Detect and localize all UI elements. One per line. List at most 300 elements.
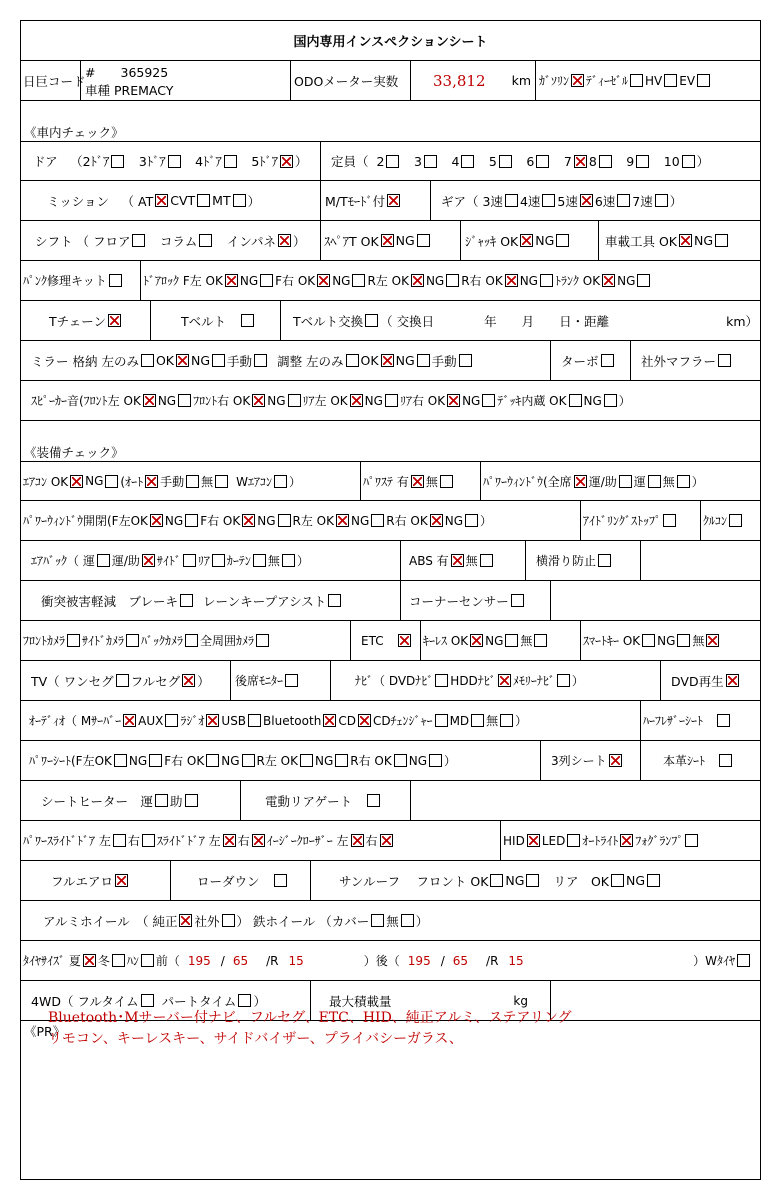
keyless-ok-label: ｷｰﾚｽ OK — [423, 634, 469, 648]
keyless-cell — [421, 621, 581, 660]
seatheater-driver-checkbox[interactable] — [155, 794, 168, 807]
mirror-adjust-ng-label: NG — [395, 353, 415, 368]
tire-rear-label: ）後（ — [363, 954, 400, 968]
cap-2-checkbox[interactable] — [386, 155, 399, 168]
fuel-gasoline-checkbox[interactable] — [571, 74, 584, 87]
pslide-right-checkbox[interactable] — [142, 834, 155, 847]
audio-md-label: MD — [449, 713, 470, 728]
powersteer-cell — [361, 462, 481, 500]
doorlock-rl-ng-label: NG — [425, 273, 445, 288]
gear-3-checkbox[interactable] — [505, 194, 518, 207]
gear-3-label: ギア（ 3速 — [441, 193, 503, 209]
tire-row — [21, 941, 760, 981]
mirror-fold-left-checkbox[interactable] — [141, 354, 154, 367]
mt-label: MT — [212, 193, 231, 208]
abs-none-checkbox[interactable] — [480, 554, 493, 567]
fuel-gasoline-label: ｶﾞｿﾘﾝ — [539, 74, 570, 88]
audio-cdchanger-checkbox[interactable] — [435, 714, 448, 727]
sunroof-rear-ok-label: リア OK — [553, 873, 610, 889]
title-row — [21, 21, 760, 61]
speaker-fr-ok-label: ﾌﾛﾝﾄ右 OK — [193, 394, 251, 408]
aroundcam-checkbox[interactable] — [256, 634, 269, 647]
leather-checkbox[interactable] — [719, 754, 732, 767]
tbelt-label: Tベルト — [181, 313, 227, 329]
fourwd-fulltime-label: 4WD（ フルタイム — [31, 993, 139, 1009]
audio-usb-label: USB — [221, 713, 247, 728]
smartkey-ng-checkbox[interactable] — [677, 634, 690, 647]
slide-left-label: ｽﾗｲﾄﾞﾄﾞｱ 左 — [156, 834, 221, 848]
cap-8-checkbox[interactable] — [599, 155, 612, 168]
audio-mserver-checkbox[interactable] — [123, 714, 136, 727]
tire-rear-r: /R — [486, 953, 499, 968]
speaker-rl-ng-checkbox[interactable] — [385, 394, 398, 407]
tools-ok-checkbox[interactable] — [679, 234, 692, 247]
speaker-deck-ng-label: NG — [583, 393, 602, 408]
doorlock-fr-ok-label: F右 OK — [275, 274, 316, 288]
mirror-adjust-ng-checkbox[interactable] — [417, 354, 430, 367]
powergate-checkbox[interactable] — [367, 794, 380, 807]
ps-rl-ng-checkbox[interactable] — [335, 754, 348, 767]
doorlock-trunk-ng-checkbox[interactable] — [637, 274, 650, 287]
halfleather-checkbox[interactable] — [717, 714, 730, 727]
powerwindow-driver-checkbox[interactable] — [648, 475, 661, 488]
tire-front-rim: 15 — [288, 953, 304, 968]
cap-5-checkbox[interactable] — [499, 155, 512, 168]
gear-6-checkbox[interactable] — [617, 194, 630, 207]
turbo-checkbox[interactable] — [601, 354, 614, 367]
pw-fl-ng-checkbox[interactable] — [185, 514, 198, 527]
audio-aux-checkbox[interactable] — [165, 714, 178, 727]
gear-5-checkbox[interactable] — [580, 194, 593, 207]
speaker-deck-ok-checkbox[interactable] — [569, 394, 582, 407]
idlestop-checkbox[interactable] — [663, 514, 676, 527]
pslide-left-checkbox[interactable] — [113, 834, 126, 847]
slidedoor-row — [21, 821, 760, 861]
navi-memory-checkbox[interactable] — [557, 674, 570, 687]
seatheater-driver-label: シートヒーター 運 — [41, 793, 154, 809]
mission-row — [21, 181, 760, 221]
doorlock-rr-ok-checkbox[interactable] — [505, 274, 518, 287]
mirror-adjust-label: 調整 左のみ — [277, 353, 344, 369]
smartkey-ok-label: ｽﾏｰﾄｷｰ OK — [583, 634, 641, 648]
puncture-checkbox[interactable] — [109, 274, 122, 287]
sunroof-front-ok-label: サンルーフ フロント OK — [339, 873, 489, 889]
mt-mode-cell — [321, 181, 431, 220]
abs-none-label: 無 — [465, 554, 478, 568]
row3-label: 3列シート — [551, 754, 607, 768]
tv-fullseg-checkbox[interactable] — [182, 674, 195, 687]
audio-bluetooth-checkbox[interactable] — [323, 714, 336, 727]
ps-fl-ng-checkbox[interactable] — [149, 754, 162, 767]
cvt-checkbox[interactable] — [197, 194, 210, 207]
navi-dvd-checkbox[interactable] — [435, 674, 448, 687]
aircon-ng-checkbox[interactable] — [105, 475, 118, 488]
airbag-dp-checkbox[interactable] — [142, 554, 155, 567]
speaker-fr-ng-label: NG — [267, 393, 286, 408]
alumi-genuine-checkbox[interactable] — [179, 914, 192, 927]
powersteer-yes-checkbox[interactable] — [411, 475, 424, 488]
mirror-adjust-left-checkbox[interactable] — [346, 354, 359, 367]
powerwindow-dp-checkbox[interactable] — [619, 475, 632, 488]
tire-winter-checkbox[interactable] — [112, 954, 125, 967]
door-4-checkbox[interactable] — [224, 155, 237, 168]
audio-md-checkbox[interactable] — [471, 714, 484, 727]
pslide-right-label: 右 — [127, 834, 140, 848]
tv-close: ） — [197, 673, 210, 689]
mirror-fold-manual-checkbox[interactable] — [254, 354, 267, 367]
pw-rl-ok-label: R左 OK — [292, 514, 334, 528]
doorlock-rr-ng-label: NG — [519, 273, 538, 288]
airbag-curtain-checkbox[interactable] — [253, 554, 266, 567]
code-label: 日巨コード — [21, 61, 81, 100]
sidecam-checkbox[interactable] — [126, 634, 139, 647]
backcam-checkbox[interactable] — [185, 634, 198, 647]
powersteer-none-checkbox[interactable] — [440, 475, 453, 488]
airbag-cell — [21, 541, 401, 580]
speaker-rl-ok-checkbox[interactable] — [350, 394, 363, 407]
fuel-ev-checkbox[interactable] — [697, 74, 710, 87]
speaker-fl-ok-checkbox[interactable] — [143, 394, 156, 407]
audio-cdchanger-label: CDﾁｪﾝｼﾞｬｰ — [372, 714, 433, 728]
autolight-checkbox[interactable] — [620, 834, 633, 847]
doorlock-fl-ok-checkbox[interactable] — [225, 274, 238, 287]
mirror-adjust-manual-checkbox[interactable] — [459, 354, 472, 367]
fuel-diesel-checkbox[interactable] — [630, 74, 643, 87]
ps-fl-ng-label: NG — [128, 753, 148, 768]
shift-inpane-checkbox[interactable] — [278, 234, 291, 247]
speaker-rr-ok-checkbox[interactable] — [447, 394, 460, 407]
jack-ok-label: ｼﾞｬｯｷ OK — [465, 233, 519, 249]
lights-cell — [501, 821, 760, 860]
speaker-rr-ng-checkbox[interactable] — [482, 394, 495, 407]
doorlock-fr-ng-checkbox[interactable] — [352, 274, 365, 287]
doorlock-rl-ng-checkbox[interactable] — [446, 274, 459, 287]
cap-9-checkbox[interactable] — [636, 155, 649, 168]
pw-rr-ok-checkbox[interactable] — [430, 514, 443, 527]
powerwindow-none-checkbox[interactable] — [677, 475, 690, 488]
etc-checkbox[interactable] — [398, 634, 411, 647]
cap-4-checkbox[interactable] — [461, 155, 474, 168]
slide-right-checkbox[interactable] — [252, 834, 265, 847]
doorlock-fr-ok-checkbox[interactable] — [317, 274, 330, 287]
door-2-checkbox[interactable] — [111, 155, 124, 168]
cap-6-checkbox[interactable] — [536, 155, 549, 168]
halfleather-cell — [641, 701, 760, 740]
ps-fl-ok-checkbox[interactable] — [114, 754, 127, 767]
lanekeep-checkbox[interactable] — [328, 594, 341, 607]
ps-fr-ng-checkbox[interactable] — [242, 754, 255, 767]
ps-rr-ok-checkbox[interactable] — [394, 754, 407, 767]
tire-summer-label: ﾀｲﾔｻｲｽﾞ 夏 — [23, 954, 81, 968]
easy-right-checkbox[interactable] — [380, 834, 393, 847]
tbelt-change-checkbox[interactable] — [365, 314, 378, 327]
doorlock-rl-ok-checkbox[interactable] — [411, 274, 424, 287]
steelwheel-cover-checkbox[interactable] — [371, 914, 384, 927]
mt-mode-checkbox[interactable] — [387, 194, 400, 207]
spare-ng-checkbox[interactable] — [417, 234, 430, 247]
tv-fullseg-label: フルセグ — [130, 673, 181, 689]
spare-ok-label: ｽﾍﾟｱT OK — [324, 233, 379, 249]
shift-floor-label: シフト （ フロア — [35, 233, 131, 249]
door-2-label: （2ﾄﾞｱ — [70, 154, 110, 169]
pw-rl-ng-checkbox[interactable] — [371, 514, 384, 527]
ps-rr-ng-checkbox[interactable] — [429, 754, 442, 767]
wtire-checkbox[interactable] — [737, 954, 750, 967]
pw-fr-ok-label: F右 OK — [200, 514, 241, 528]
fuel-types — [536, 61, 760, 100]
shift-floor-checkbox[interactable] — [132, 234, 145, 247]
gear-4-checkbox[interactable] — [542, 194, 555, 207]
tire-rear-width: 195 — [407, 953, 431, 968]
aero-row — [21, 861, 760, 901]
doorlock-row — [21, 261, 760, 301]
sunroof-front-ng-checkbox[interactable] — [526, 874, 539, 887]
pw-fr-ok-checkbox[interactable] — [242, 514, 255, 527]
alumi-aftermarket-checkbox[interactable] — [222, 914, 235, 927]
pw-rl-ok-checkbox[interactable] — [336, 514, 349, 527]
keyless-ok-checkbox[interactable] — [470, 634, 483, 647]
cap-close: ） — [696, 154, 710, 169]
foglamp-checkbox[interactable] — [685, 834, 698, 847]
mirror-adjust-ok-checkbox[interactable] — [381, 354, 394, 367]
navi-close: ） — [571, 674, 584, 688]
keyless-none-checkbox[interactable] — [534, 634, 547, 647]
pw-fr-ng-label: NG — [257, 513, 276, 528]
doorlock-fl-ng-label: NG — [239, 273, 259, 288]
speaker-rr-ok-label: ﾘｱ右 OK — [399, 394, 446, 408]
audio-usb-checkbox[interactable] — [248, 714, 261, 727]
steelwheel-cover-label: 鉄ホイール （カバー — [253, 913, 370, 929]
slide-right-label: 右 — [237, 834, 250, 848]
fourwd-parttime-checkbox[interactable] — [238, 994, 251, 1007]
tchain-checkbox[interactable] — [108, 314, 121, 327]
airbag-none-checkbox[interactable] — [282, 554, 295, 567]
navi-hdd-label: HDDﾅﾋﾞ — [450, 674, 496, 688]
airbag-rear-label: ﾘｱ — [197, 554, 210, 568]
tire-front-slash: / — [220, 953, 225, 968]
easy-left-checkbox[interactable] — [351, 834, 364, 847]
pslide-left-label: ﾊﾟﾜｰｽﾗｲﾄﾞﾄﾞｱ 左 — [23, 834, 111, 848]
collision-checkbox[interactable] — [180, 594, 193, 607]
aircon-row — [21, 461, 760, 501]
tire-half-label: ﾊﾝ — [126, 954, 139, 968]
airbag-driver-label: ｴｱﾊﾞｯｸ（ 運 — [31, 554, 95, 568]
skid-label: 横滑り防止 — [536, 554, 597, 568]
doorlock-trunk-ng-label: NG — [617, 273, 636, 288]
tbelt-checkbox[interactable] — [241, 314, 254, 327]
sunroof-rear-ng-label: NG — [626, 873, 646, 888]
led-checkbox[interactable] — [567, 834, 580, 847]
tire-front-label: 前（ — [155, 954, 180, 968]
idlestop-label: ｱｲﾄﾞﾘﾝｸﾞｽﾄｯﾌﾟ — [583, 514, 662, 528]
powerwindow-all-checkbox[interactable] — [574, 475, 587, 488]
shift-column-checkbox[interactable] — [199, 234, 212, 247]
rearmonitor-label: 後席ﾓﾆﾀｰ — [235, 674, 284, 688]
aircon-none-checkbox[interactable] — [215, 475, 228, 488]
airbag-side-label: ｻｲﾄﾞ — [156, 554, 181, 568]
jack-ng-checkbox[interactable] — [556, 234, 569, 247]
cruise-cell — [701, 501, 760, 540]
sidecam-label: ｻｲﾄﾞｶﾒﾗ — [82, 634, 125, 648]
airbag-close: ） — [296, 554, 309, 568]
steelwheel-close: ） — [415, 913, 429, 929]
jack-ok-checkbox[interactable] — [520, 234, 533, 247]
aircon-ok-checkbox[interactable] — [70, 475, 83, 488]
tire-cell — [21, 941, 760, 980]
fullaero-checkbox[interactable] — [115, 874, 128, 887]
seatheater-passenger-label: 助 — [170, 793, 183, 809]
ps-rl-ok-checkbox[interactable] — [300, 754, 313, 767]
keyless-ng-checkbox[interactable] — [505, 634, 518, 647]
gear-cell — [431, 181, 760, 220]
frontcam-checkbox[interactable] — [67, 634, 80, 647]
speaker-fl-ng-checkbox[interactable] — [178, 394, 191, 407]
tools-ng-label: NG — [694, 233, 714, 248]
tools-ok-label: 車載工具 OK — [605, 233, 678, 249]
mission-close: ） — [247, 193, 261, 209]
doorlock-trunk-ok-checkbox[interactable] — [602, 274, 615, 287]
mt-checkbox[interactable] — [233, 194, 246, 207]
doorlock-rr-ng-checkbox[interactable] — [540, 274, 553, 287]
alumi-close: ） — [236, 913, 250, 929]
smartkey-none-checkbox[interactable] — [706, 634, 719, 647]
hid-checkbox[interactable] — [527, 834, 540, 847]
smartkey-none-label: 無 — [692, 634, 705, 648]
tv-oneseg-checkbox[interactable] — [116, 674, 129, 687]
fourwd-fulltime-checkbox[interactable] — [141, 994, 154, 1007]
doorlock-fl-ng-checkbox[interactable] — [260, 274, 273, 287]
audio-radio-checkbox[interactable] — [206, 714, 219, 727]
tire-front-width: 195 — [187, 953, 211, 968]
audio-aux-label: AUX — [138, 713, 164, 728]
mirror-fold-ok-label: OK — [155, 353, 174, 368]
pw-fl-ok-checkbox[interactable] — [150, 514, 163, 527]
speaker-fr-ok-checkbox[interactable] — [252, 394, 265, 407]
spare-ng-label: NG — [395, 233, 415, 248]
tire-summer-checkbox[interactable] — [83, 954, 96, 967]
mirror-adjust-manual-label: 手動 — [431, 353, 457, 369]
audio-none-checkbox[interactable] — [500, 714, 513, 727]
dvd-checkbox[interactable] — [726, 674, 739, 687]
door-4-label: 4ﾄﾞｱ — [195, 154, 222, 169]
seatheater-passenger-checkbox[interactable] — [185, 794, 198, 807]
tchain-label: Tチェーン — [49, 313, 107, 329]
tools-ng-checkbox[interactable] — [715, 234, 728, 247]
tire-half-checkbox[interactable] — [141, 954, 154, 967]
navi-hdd-checkbox[interactable] — [498, 674, 511, 687]
lowdown-cell — [171, 861, 311, 900]
keyless-none-label: 無 — [520, 634, 533, 648]
tools-cell — [599, 221, 760, 260]
steelwheel-none-checkbox[interactable] — [401, 914, 414, 927]
fuel-hv-checkbox[interactable] — [664, 74, 677, 87]
abs-yes-checkbox[interactable] — [451, 554, 464, 567]
muffler-checkbox[interactable] — [718, 354, 731, 367]
tv-cell — [21, 661, 231, 700]
cap-10-checkbox[interactable] — [682, 155, 695, 168]
smartkey-ok-checkbox[interactable] — [642, 634, 655, 647]
door-5-checkbox[interactable] — [280, 155, 293, 168]
mission-label: ミッション — [47, 193, 110, 209]
airbag-side-checkbox[interactable] — [183, 554, 196, 567]
corner-cell — [401, 581, 551, 620]
aircon-ok-label: ｴｱｺﾝ OK — [23, 474, 69, 489]
muffler-label: 社外マフラー — [641, 353, 717, 369]
pr-section-title: 《PR》 — [24, 1024, 66, 1039]
slidedoor-cell — [21, 821, 501, 860]
model-name: PREMACY — [114, 82, 174, 98]
hash-label: # — [85, 64, 96, 80]
maxload-label: 最大積載量 — [329, 993, 392, 1009]
spare-ok-checkbox[interactable] — [381, 234, 394, 247]
tbelt-change-label: Tベルト交換 — [293, 313, 364, 329]
row3-checkbox[interactable] — [609, 754, 622, 767]
cruise-checkbox[interactable] — [729, 514, 742, 527]
corner-checkbox[interactable] — [511, 594, 524, 607]
smartkey-cell — [581, 621, 760, 660]
ps-rl-ng-label: NG — [314, 753, 334, 768]
audio-none-label: 無 — [486, 714, 499, 728]
speaker-fr-ng-checkbox[interactable] — [288, 394, 301, 407]
cap-3-checkbox[interactable] — [424, 155, 437, 168]
puncture-cell — [21, 261, 141, 300]
wheel-row — [21, 901, 760, 941]
airbag-dp-label: 運/助 — [111, 554, 140, 568]
tbelt-change-detail: （ 交換日 年 月 日・距離 — [380, 313, 610, 329]
sunroof-front-ok-checkbox[interactable] — [490, 874, 503, 887]
airbag-driver-checkbox[interactable] — [97, 554, 110, 567]
interior-section-title: 《車内チェック》 — [24, 125, 124, 140]
sunroof-rear-ok-checkbox[interactable] — [611, 874, 624, 887]
pr-text: Bluetooth･Mサーバー付ナビ、フルセグ、ETC、HID、純正アルミ、ステアリング リモコン、キーレスキー、サイドバイザー、プライバシーガラス、 — [48, 1010, 572, 1047]
aircon-cell — [21, 462, 361, 500]
waircon-checkbox[interactable] — [274, 475, 287, 488]
door-3-checkbox[interactable] — [168, 155, 181, 168]
cap-7-label: 7 — [563, 153, 572, 169]
aircon-auto-checkbox[interactable] — [145, 475, 158, 488]
ps-fr-ok-checkbox[interactable] — [206, 754, 219, 767]
slide-left-checkbox[interactable] — [223, 834, 236, 847]
sunroof-rear-ng-checkbox[interactable] — [647, 874, 660, 887]
aircon-close: ） — [289, 474, 302, 489]
skid-checkbox[interactable] — [598, 554, 611, 567]
lowdown-checkbox[interactable] — [274, 874, 287, 887]
mirror-fold-ok-checkbox[interactable] — [176, 354, 189, 367]
audio-cd-checkbox[interactable] — [358, 714, 371, 727]
rearmonitor-checkbox[interactable] — [285, 674, 298, 687]
fourwd-close: ） — [253, 993, 266, 1009]
fuel-diesel-label: ﾃﾞｨｰｾﾞﾙ — [586, 74, 629, 88]
at-checkbox[interactable] — [155, 194, 168, 207]
seatheater-row — [21, 781, 760, 821]
gear-7-checkbox[interactable] — [655, 194, 668, 207]
airbag-rear-checkbox[interactable] — [212, 554, 225, 567]
cap-2-label: 2 — [376, 153, 385, 169]
speaker-deck-ng-checkbox[interactable] — [604, 394, 617, 407]
smartkey-ng-label: NG — [657, 633, 676, 648]
aircon-manual-checkbox[interactable] — [186, 475, 199, 488]
pw-fr-ng-checkbox[interactable] — [278, 514, 291, 527]
audio-cd-label: CD — [338, 713, 356, 728]
mirror-fold-ng-checkbox[interactable] — [212, 354, 225, 367]
hid-label: HID — [503, 833, 525, 848]
model-label: 車種 — [85, 82, 111, 98]
pw-rr-ng-checkbox[interactable] — [465, 514, 478, 527]
led-label: LED — [541, 833, 566, 848]
cap-7-checkbox[interactable] — [574, 155, 587, 168]
gear-7-label: 7速 — [632, 193, 653, 209]
inspection-sheet — [20, 20, 761, 1180]
